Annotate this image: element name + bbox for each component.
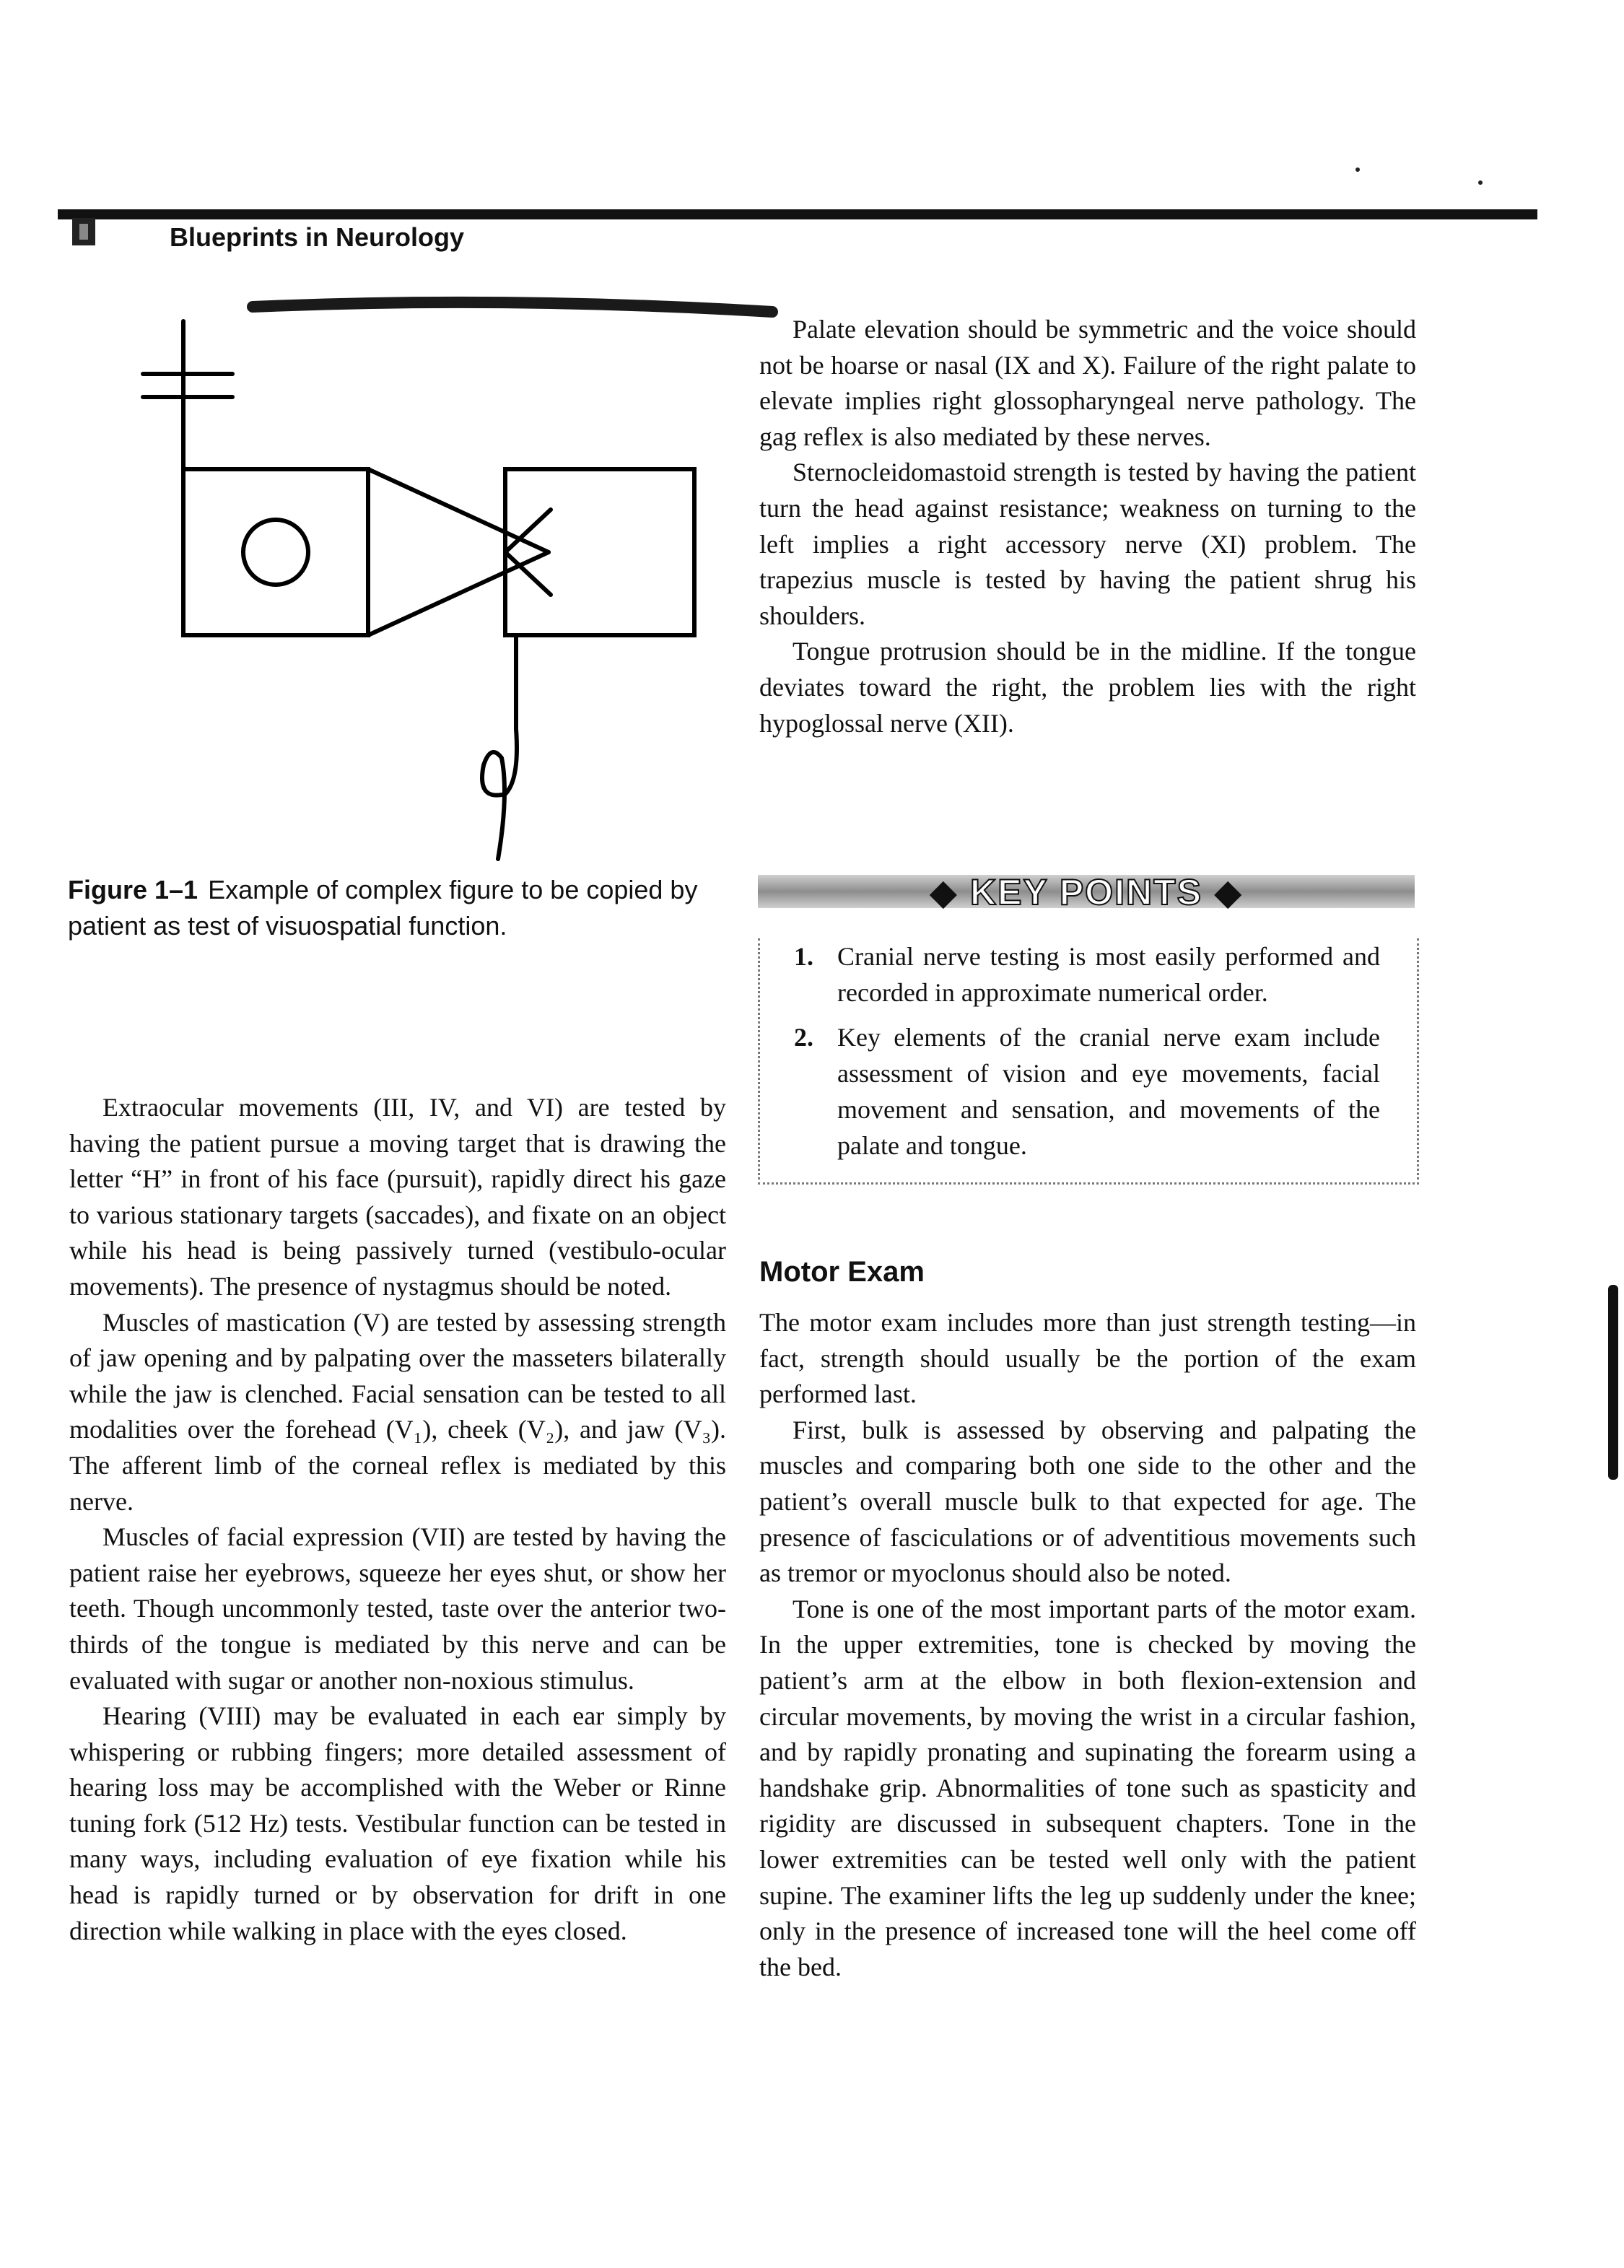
paragraph-extraocular: Extraocular movements (III, IV, and VI) are tested by having the patient pursue a moving target that is drawing the letter “H” in front of his face (pursuit), rapidly direct his gaze to various stationary targets (saccades), and fixate on an object while his head is being passively turned (vestibulo-ocular movements). The presence of nystagmus should be noted. — [69, 1093, 726, 1301]
scan-speck — [1355, 167, 1360, 172]
figure-top-bar — [253, 302, 772, 312]
key-point-item — [794, 1019, 1380, 1164]
complex-figure-drawing — [130, 296, 808, 866]
key-points-list — [794, 938, 1380, 1172]
paragraph-motor-intro: The motor exam includes more than just strength testing—in fact, strength should usually be the portion of the exam performed last. — [759, 1308, 1416, 1409]
figure-caption-text: Example of complex figure to be copied by patient as test of visuospatial function. — [68, 875, 698, 941]
paragraph-facial-expression: Muscles of facial expression (VII) are tested by having the patient raise her eyebrows, squeeze her eyes shut, or show her teeth. Though uncommonly tested, taste over the anterior two-thirds of the tongue is mediated by this nerve and can be evaluated with sugar or another non-noxious stimulus. — [69, 1522, 726, 1695]
page-number-mark-icon — [69, 215, 98, 248]
figure-left-square — [183, 469, 368, 635]
paragraph-hearing: Hearing (VIII) may be evaluated in each ear simply by whispering or rubbing fingers; more detailed assessment of hearing loss may be accomplished with the Weber or Rinne tuning fork (512 Hz) tests. Vestibular function can be tested in many ways, including evaluation of eye fixation while his head is rapidly turned or by observation for drift in one direction while walking in place with the eyes closed. — [69, 1701, 726, 1945]
paragraph-palate: Palate elevation should be symmetric and the voice should not be hoarse or nasal (IX and X). Failure of the right palate to elevate implies right glossopharyngeal nerve pathology. The gag reflex is also mediated by these nerves. — [759, 315, 1416, 451]
key-points-title-text: KEY POINTS — [970, 872, 1202, 912]
left-column-text — [69, 1090, 726, 1949]
figure-diamond-upper — [505, 510, 551, 552]
figure-right-square — [505, 469, 694, 635]
right-column-motor-text — [759, 1305, 1416, 1985]
key-point-number: 1. — [794, 942, 813, 971]
section-heading-motor-exam: Motor Exam — [759, 1256, 925, 1288]
scan-speck — [1478, 180, 1483, 185]
header-rule — [58, 209, 1537, 219]
figure-circle — [243, 520, 308, 585]
key-point-number: 2. — [794, 1023, 813, 1052]
right-column-top-text — [759, 312, 1416, 741]
paragraph-sternocleidomastoid: Sternocleidomastoid strength is tested by having the patient turn the head against resistance; weakness on turning to the left implies a right accessory nerve (XI) problem. The trapezius muscle is tested by having the patient shrug his shoulders. — [759, 458, 1416, 630]
running-head: Blueprints in Neurology — [170, 222, 465, 252]
paragraph-tone: Tone is one of the most important parts of the motor exam. In the upper extremities, tone is checked by moving the patient’s arm at the elbow in both flexion-extension and circular movements, by moving the wrist in a circular fashion, and by rapidly pronating and supinating the forearm using a handshake grip. Abnormalities of tone such as spasticity and rigidity are discussed in subsequent chapters. Tone in the lower extremities can be tested well only with the patient supine. The examiner lifts the leg up suddenly under the knee; only in the presence of increased tone will the heel come off the bed. — [759, 1594, 1416, 1981]
paragraph-tongue: Tongue protrusion should be in the midline. If the tongue deviates toward the right, the problem lies with the right hypoglossal nerve (XII). — [759, 637, 1416, 738]
figure-loop — [482, 729, 517, 859]
figure-caption — [68, 872, 746, 944]
key-point-item — [794, 938, 1380, 1011]
key-point-text: Key elements of the cranial nerve exam include assessment of vision and eye movements, facial movement and sensation, and movements of the palate and tongue. — [837, 1023, 1380, 1160]
paragraph-bulk: First, bulk is assessed by observing and palpating the muscles and comparing both one side to the other and the patient’s overall muscle bulk to that expected for age. The presence of fasciculations or of adventitious movements such as tremor or myoclonus should also be noted. — [759, 1415, 1416, 1588]
figure-diamond-lower — [505, 552, 551, 595]
paragraph-mastication: Muscles of mastication (V) are tested by assessing strength of jaw opening and by palpating over the masseters bilaterally while the jaw is clenched. Facial sensation can be tested to all modalities over the forehead (V₁), cheek (V₂), and jaw (V₃). The afferent limb of the corneal reflex is mediated by this nerve. — [69, 1307, 726, 1516]
scan-edge-mark — [1608, 1285, 1618, 1480]
key-points-title: ◆ KEY POINTS ◆ — [929, 872, 1244, 912]
figure-caption-label: Figure 1–1 — [68, 875, 198, 904]
key-point-text: Cranial nerve testing is most easily performed and recorded in approximate numerical order. — [837, 942, 1380, 1007]
